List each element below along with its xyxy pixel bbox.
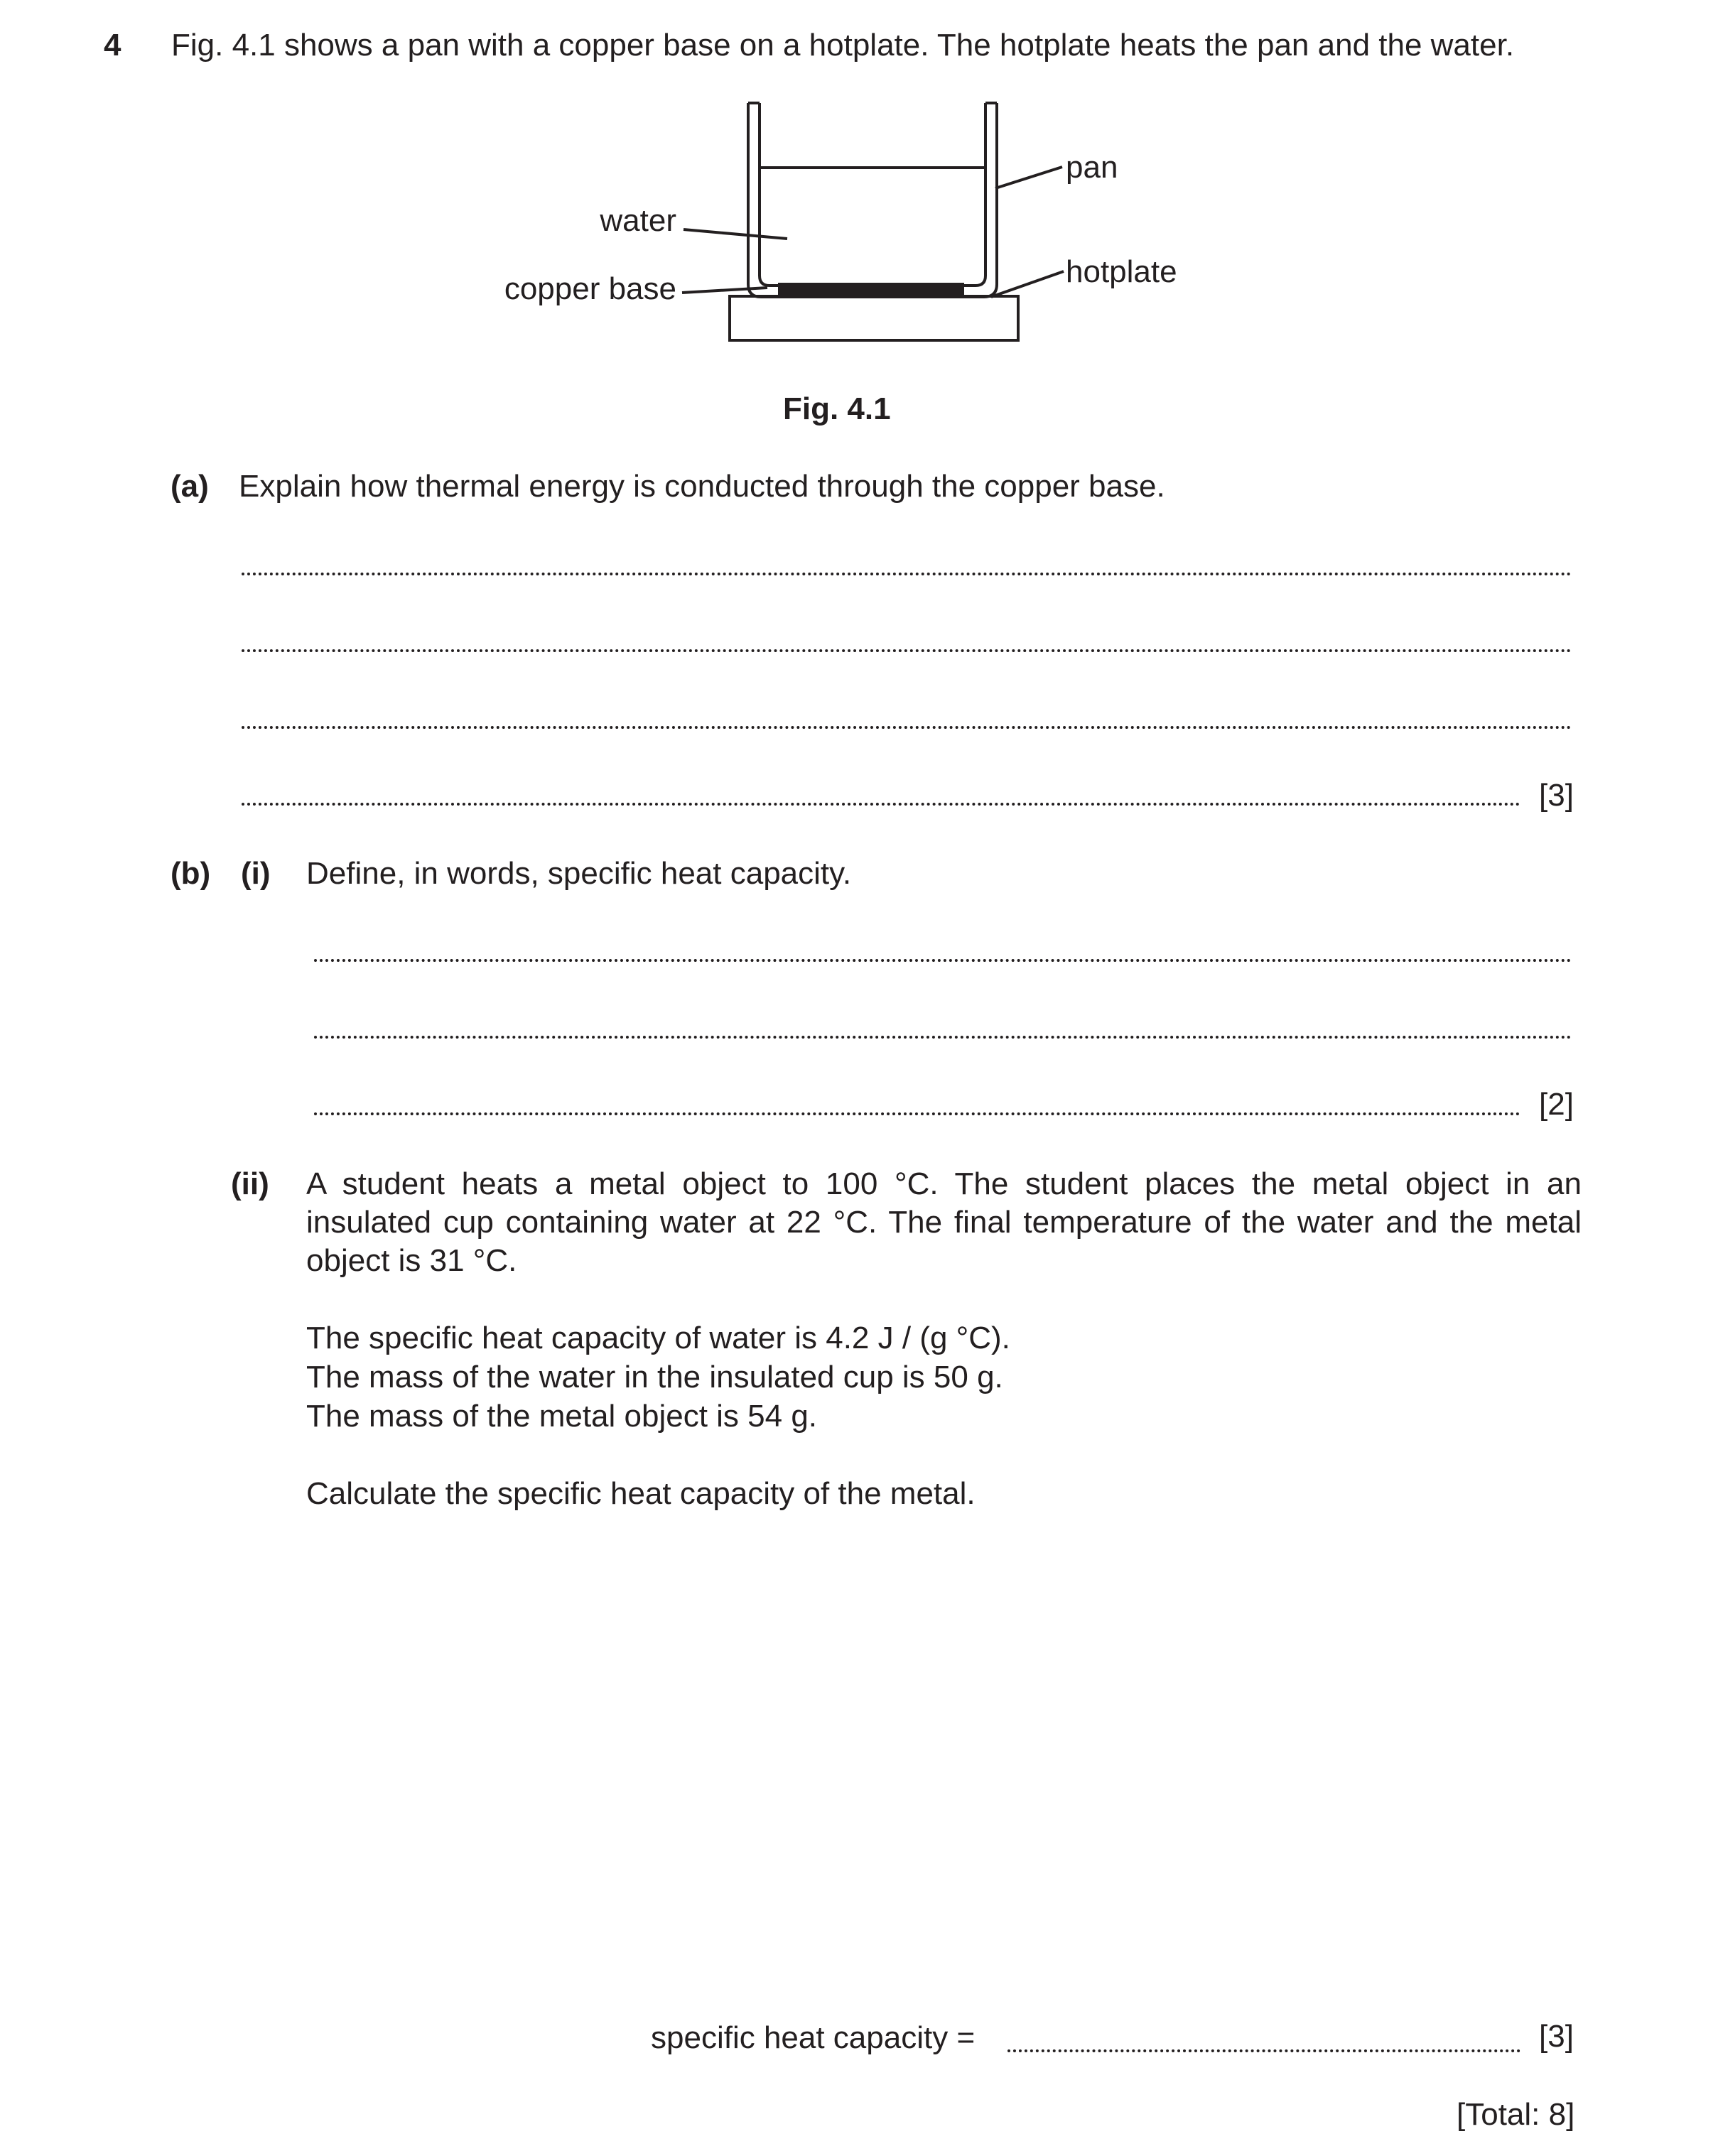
answer-line-b1[interactable] [314,959,1572,962]
figure-caption: Fig. 4.1 [783,391,891,426]
copper-base-label: copper base [504,271,676,306]
copper-base-shape [778,283,964,296]
data-line-2: The mass of the water in the insulated cup is 50 g. [306,1360,1003,1394]
question-intro: Fig. 4.1 shows a pan with a copper base on a hotplate. The hotplate heats the pan and the water. [171,28,1515,63]
answer-line-a3[interactable] [242,726,1572,729]
pan-label: pan [1066,150,1118,185]
answer-line-b-ii[interactable] [1007,2049,1520,2052]
part-a-marks: [3] [1539,778,1574,813]
hotplate-leader-line [991,271,1064,297]
pan-leader-line [995,167,1062,188]
calculation-instruction: Calculate the specific heat capacity of the metal. [306,1476,976,1511]
hotplate-label: hotplate [1066,254,1177,289]
pan-outer-wall [748,103,997,297]
copper-base-leader-line [682,288,767,293]
answer-line-b2[interactable] [314,1036,1572,1039]
data-line-1: The specific heat capacity of water is 4.2 J / (g °C). [306,1321,1010,1355]
part-b-ii-text: A student heats a metal object to 100 °C. The student places the metal object in an insulated cup containing water at 22 °C. The final temperature of the water and the metal object is 31 °C. [306,1166,1582,1278]
answer-label: specific heat capacity = [651,2020,976,2055]
water-leader-line [684,229,787,239]
answer-line-a4[interactable] [242,803,1520,806]
part-a-text: Explain how thermal energy is conducted through the copper base. [239,469,1165,504]
part-b-ii-marks: [3] [1539,2019,1574,2054]
answer-line-a2[interactable] [242,649,1572,652]
question-number: 4 [104,28,121,63]
answer-line-b3[interactable] [314,1112,1520,1115]
part-b-i-label: (i) [241,856,271,891]
part-b-label: (b) [171,856,211,891]
part-b-i-text: Define, in words, specific heat capacity. [306,856,852,891]
part-a-label: (a) [171,469,209,504]
water-label: water [600,203,676,238]
pan-inner-wall [760,103,985,286]
data-line-3: The mass of the metal object is 54 g. [306,1399,818,1434]
part-b-i-marks: [2] [1539,1087,1574,1122]
hotplate-shape [730,296,1018,340]
part-b-ii-label: (ii) [231,1166,269,1201]
answer-line-a1[interactable] [242,573,1572,575]
total-marks: [Total: 8] [1457,2097,1575,2132]
